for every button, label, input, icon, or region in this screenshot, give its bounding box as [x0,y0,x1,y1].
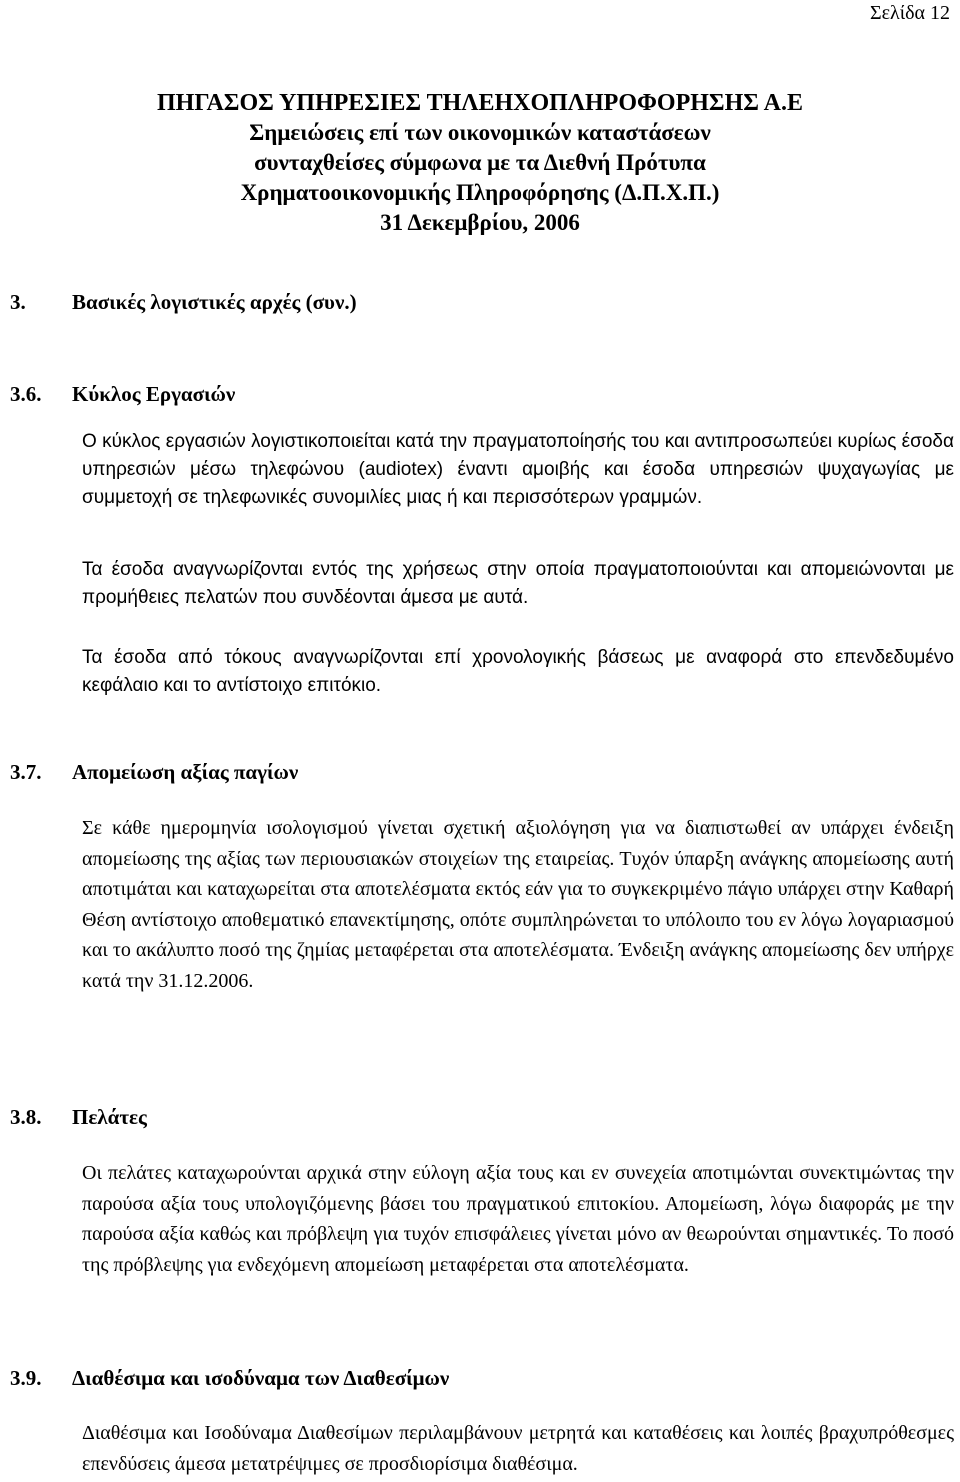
section-number: 3.8. [10,1105,42,1129]
header-subtitle-line-3: Χρηματοοικονομικής Πληροφόρησης (Δ.Π.Χ.Π.) [240,180,720,205]
document-header [0,88,960,238]
section-3-8-heading [10,1105,147,1130]
cash-equivalents-paragraph: Διαθέσιμα και Ισοδύναμα Διαθεσίμων περιλαμβάνουν μετρητά και καταθέσεις και λοιπές βραχυπρόθεσμες επενδύσεις άμεσα μετατρέψιμες σε προσδιορίσιμα διαθέσιμα. [82,1422,954,1475]
section-3-7-heading [10,760,298,785]
section-3-heading [10,290,357,315]
section-3-9-heading [10,1366,449,1391]
customers-paragraph: Οι πελάτες καταχωρούνται αρχικά στην εύλογη αξία τους και εν συνεχεία αποτιμώνται συνεκτιμώντας την παρούσα αξία τους υπολογιζόμενης βάσει του πραγματικού επιτοκίου. Απομείωση, λόγω διαφοράς με την παρούσα αξία καθώς και πρόβλεψη για τυχόν επισφάλειες γίνεται μόνο αν θεωρούνται σημαντικές. Το ποσό της πρόβλεψης για ενδεχόμενη απομείωση μεταφέρεται στα αποτελέσματα. [82,1162,954,1276]
impairment-paragraph: Σε κάθε ημερομηνία ισολογισμού γίνεται σχετική αξιολόγηση για να διαπιστωθεί αν υπάρχει ένδειξη απομείωσης της αξίας των περιουσιακών στοιχείων της εταιρείας. Τυχόν ύπαρξη ανάγκης απομείωσης αυτή αποτιμάται και καταχωρείται στα αποτελέσματα εκτός εάν για το συγκεκριμένο πάγιο υπάρχει στην Καθαρή Θέση αντίστοιχο αποθεματικό επανεκτίμησης, οπότε συμπληρώνεται το υπόλοιπο του εν λόγω λογαριασμού και το ακάλυπτο ποσό της ζημίας μεταφέρεται στα αποτελέσματα. Ένδειξη ανάγκης απομείωσης δεν υπήρχε κατά την 31.12.2006. [82,817,954,992]
section-title: Πελάτες [72,1105,147,1129]
section-title: Βασικές λογιστικές αρχές (συν.) [72,290,357,314]
section-number: 3. [10,290,26,314]
section-title: Διαθέσιμα και ισοδύναμα των Διαθεσίμων [72,1366,450,1390]
page-number: Σελίδα 12 [869,2,950,24]
revenue-paragraph-1: Ο κύκλος εργασιών λογιστικοποιείται κατά την πραγματοποίησής του και αντιπροσωπεύει κυρίως έσοδα υπηρεσιών μέσω τηλεφώνου (audiotex) έναντι αμοιβής και έσοδα υπηρεσιών ψυχαγωγίας με συμμετοχή σε τηλεφωνικές συνομιλίες μιας ή και περισσότερων γραμμών. [82,431,954,509]
section-3-6-heading [10,382,235,407]
section-number: 3.6. [10,382,42,406]
section-title: Απομείωση αξίας παγίων [72,760,299,784]
header-date: 31 Δεκεμβρίου, 2006 [380,210,580,235]
section-title: Κύκλος Εργασιών [72,382,236,406]
section-number: 3.9. [10,1366,42,1390]
revenue-paragraph-2: Τα έσοδα αναγνωρίζονται εντός της χρήσεως στην οποία πραγματοποιούνται και απομειώνονται με προμήθειες πελατών που συνδέονται άμεσα με αυτά. [82,559,954,609]
section-number: 3.7. [10,760,42,784]
header-subtitle-line-1: Σημειώσεις επί των οικονομικών καταστάσεων [249,120,711,145]
header-subtitle-line-2: συνταχθείσες σύμφωνα με τα Διεθνή Πρότυπα [254,150,706,175]
company-name: ΠΗΓΑΣΟΣ ΥΠΗΡΕΣΙΕΣ ΤΗΛΕΗΧΟΠΛΗΡΟΦΟΡΗΣΗΣ Α.Ε [157,90,803,116]
revenue-paragraph-3: Τα έσοδα από τόκους αναγνωρίζονται επί χρονολογικής βάσεως με αναφορά στο επενδεδυμένο κεφάλαιο και το αντίστοιχο επιτόκιο. [82,647,954,697]
